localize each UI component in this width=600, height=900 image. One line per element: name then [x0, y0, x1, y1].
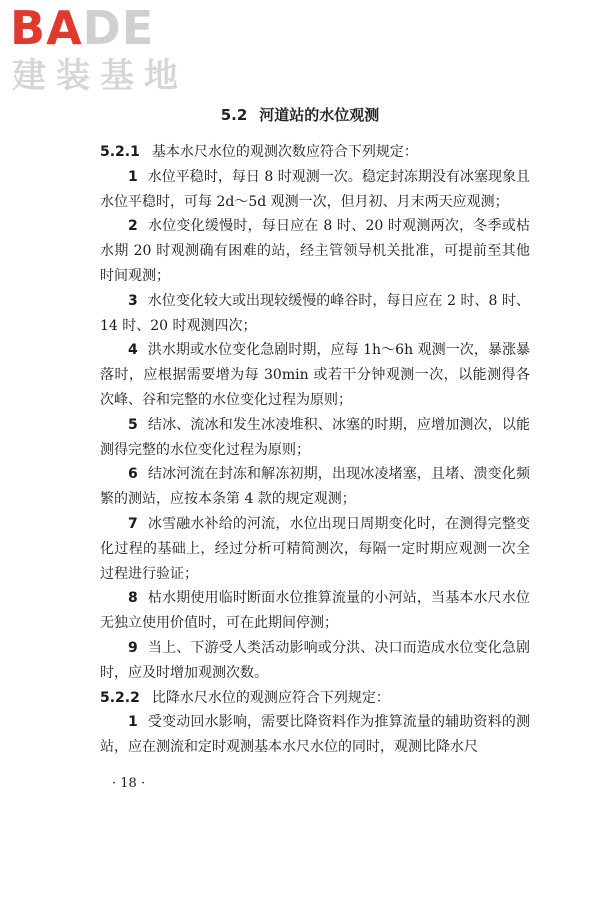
item-number: 8 — [128, 590, 138, 607]
list-item — [100, 338, 530, 412]
clause-text: 基本水尺水位的观测次数应符合下列规定： — [151, 144, 418, 160]
logo-latin-text: BADE — [10, 1, 155, 55]
item-text: 当上、下游受人类活动影响或分洪、决口而造成水位变化急剧时，应及时增加观测次数。 — [100, 639, 530, 681]
item-number: 9 — [128, 639, 138, 656]
list-item — [100, 289, 530, 339]
list-item — [100, 710, 530, 760]
list-item — [100, 636, 530, 686]
list-item — [100, 413, 530, 463]
item-number: 3 — [128, 292, 138, 309]
clause-5-2-1 — [100, 140, 530, 165]
list-item — [100, 214, 530, 288]
list-item — [100, 586, 530, 636]
section-number: 5.2 — [220, 106, 248, 124]
item-text: 水位变化缓慢时，每日应在 8 时、20 时观测两次，冬季或枯水期 20 时观测确有困难的站，经主管领导机关批准，可提前至其他时间观测； — [100, 218, 530, 284]
document-body — [100, 140, 530, 760]
item-text: 结冰、流冰和发生冰凌堆积、冰塞的时期，应增加测次，以能测得完整的水位变化过程为原则； — [100, 416, 530, 458]
item-text: 洪水期或水位变化急剧时期，应每 1h～6h 观测一次，暴涨暴落时，应根据需要增为每 30min 或若干分钟观测一次，以能测得各次峰、谷和完整的水位变化过程为原则； — [100, 342, 530, 408]
item-number: 1 — [128, 168, 138, 185]
list-item — [100, 462, 530, 512]
clause-text: 比降水尺水位的观测应符合下列规定： — [151, 689, 390, 706]
clause-5-2-2 — [100, 686, 530, 711]
item-number: 4 — [128, 342, 138, 359]
item-number: 6 — [128, 466, 138, 483]
item-text: 水位平稳时，每日 8 时观测一次。稳定封冻期没有冰塞现象且水位平稳时，可每 2d～5d 观测一次，但月初、月末两天应观测； — [100, 168, 530, 210]
clause-number: 5.2.2 — [100, 689, 140, 706]
logo-chinese-text: 建装基地 — [12, 56, 188, 96]
item-number: 2 — [128, 218, 138, 235]
item-text: 受变动回水影响，需要比降资料作为推算流量的辅助资料的测站，应在测流和定时观测基本水尺水位的同时，观测比降水尺 — [100, 714, 530, 756]
item-number: 5 — [128, 416, 138, 433]
item-text: 冰雪融水补给的河流，水位出现日周期变化时，在测得完整变化过程的基础上，经过分析可精简测次，每隔一定时期应观测一次全过程进行验证； — [100, 515, 530, 582]
list-item — [100, 165, 530, 215]
item-text: 枯水期使用临时断面水位推算流量的小河站，当基本水尺水位无独立使用价值时，可在此期间停测； — [100, 590, 530, 632]
bade-logo — [10, 1, 188, 99]
section-heading — [0, 104, 600, 125]
list-item — [100, 512, 530, 586]
section-title-text: 河道站的水位观测 — [259, 106, 380, 124]
item-number: 7 — [128, 515, 138, 532]
item-number: 1 — [128, 714, 138, 731]
item-text: 水位变化较大或出现较缓慢的峰谷时，每日应在 2 时、8 时、14 时、20 时观测四次； — [100, 292, 530, 334]
clause-number: 5.2.1 — [100, 144, 140, 160]
item-text: 结冰河流在封冻和解冻初期，出现冰凌堵塞，且堵、溃变化频繁的测站，应按本条第 4 款的规定观测； — [100, 466, 530, 508]
page-number: · 18 · — [112, 776, 146, 791]
